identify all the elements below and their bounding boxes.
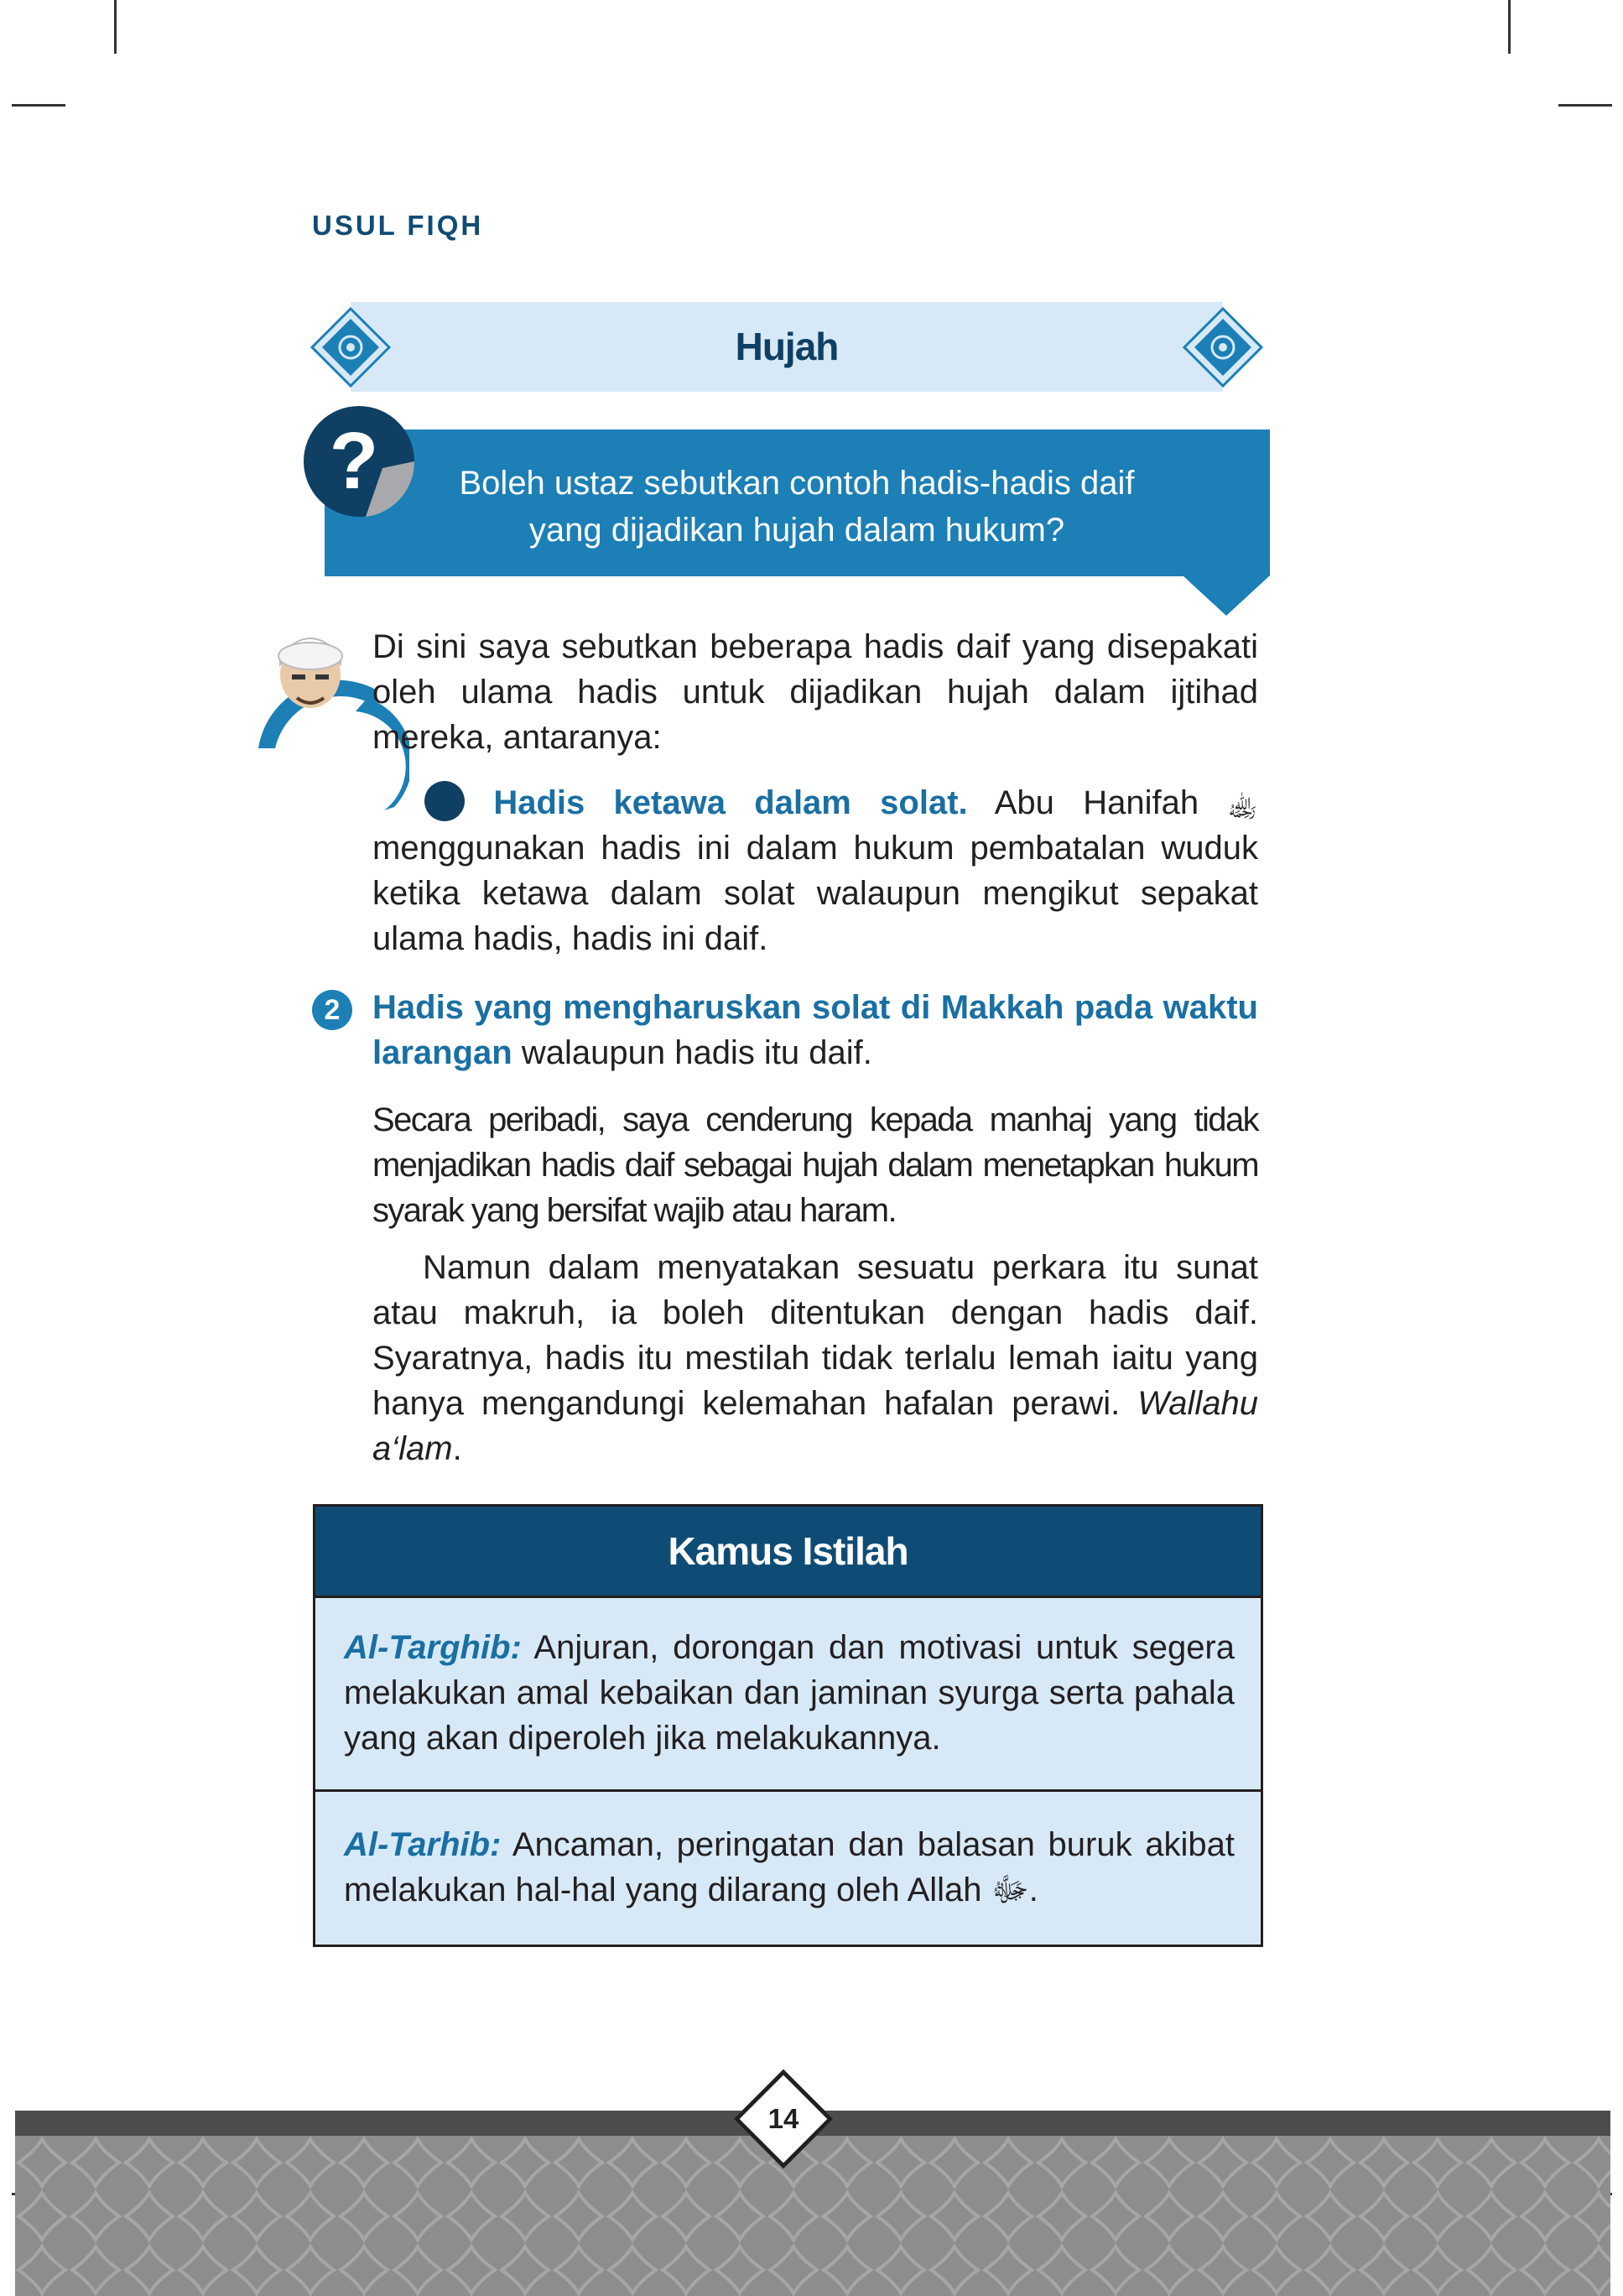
paragraph-sunat-text: Namun dalam menyatakan sesuatu perkara itu sunat atau makruh, ia boleh ditentukan dengan hadis daif. Syaratnya, hadis itu mestilah tidak terlalu lemah iaitu yang hanya mengandungi kelemahan hafalan perawi. xyxy=(372,1249,1258,1422)
closing-phrase: Wallahu a‘lam xyxy=(372,1385,1258,1467)
glossary-divider xyxy=(315,1789,1261,1792)
answer-intro-text: Di sini saya sebutkan beberapa hadis daif yang disepakati oleh ulama hadis untuk dijadikan hujah dalam ijtihad mereka, antaranya: xyxy=(372,628,1258,756)
crop-mark xyxy=(114,0,117,54)
glossary-term: Al-Targhib: xyxy=(344,1629,522,1666)
glossary-term: Al-Tarhib: xyxy=(344,1826,502,1863)
glossary-entry xyxy=(344,1625,1235,1761)
page-number: 14 xyxy=(767,2103,799,2134)
question-mark-icon xyxy=(302,404,419,522)
item-title: Hadis yang mengharuskan solat di Makkah pada waktu larangan xyxy=(372,989,1258,1071)
crop-mark xyxy=(12,104,65,107)
section-title: Hujah xyxy=(735,325,839,368)
question-text: Boleh ustaz sebutkan contoh hadis-hadis daif yang dijadikan hujah dalam hukum? xyxy=(459,465,1135,549)
svg-text:?: ? xyxy=(329,416,379,506)
glossary-title: Kamus Istilah xyxy=(315,1507,1261,1596)
item-body: walaupun hadis itu daif. xyxy=(512,1034,872,1071)
glossary-entry xyxy=(344,1822,1235,1913)
closing-punct: . xyxy=(452,1430,462,1467)
paragraph-sunat xyxy=(372,1245,1258,1471)
list-item-2-badge xyxy=(312,990,352,1030)
glossary-divider xyxy=(315,1596,1261,1598)
item-number-badge: 2 xyxy=(312,990,352,1030)
glossary-definition: Ancaman, peringatan dan balasan buruk akibat melakukan hal-hal yang dilarang oleh Allah ﷻ. xyxy=(344,1826,1235,1908)
footer-pattern xyxy=(15,2136,1610,2296)
crop-mark xyxy=(1508,0,1511,54)
list-item-2 xyxy=(372,985,1258,1075)
glossary-definition: Anjuran, dorongan dan motivasi untuk segera melakukan amal kebaikan dan jaminan syurga serta pahala yang akan diperoleh jika melakukannya. xyxy=(344,1629,1235,1757)
item-number-badge: 1 xyxy=(424,781,465,821)
question-box-pointer xyxy=(1183,575,1270,617)
item-title: Hadis ketawa dalam solat. xyxy=(493,784,968,821)
book-title: USUL FIQH xyxy=(312,210,484,241)
list-item-1 xyxy=(372,780,1258,961)
crop-mark xyxy=(1558,104,1612,107)
paragraph-opinion: Secara peribadi, saya cenderung kepada manhaj yang tidak menjadikan hadis daif sebagai hujah dalam menetapkan hukum syarak yang bersifat wajib atau haram. xyxy=(372,1101,1258,1229)
item-body: Abu Hanifah ﵀ menggunakan hadis ini dalam hukum pembatalan wuduk ketika ketawa dalam solat walaupun mengikut sepakat ulama hadis, hadis ini daif. xyxy=(372,784,1258,957)
